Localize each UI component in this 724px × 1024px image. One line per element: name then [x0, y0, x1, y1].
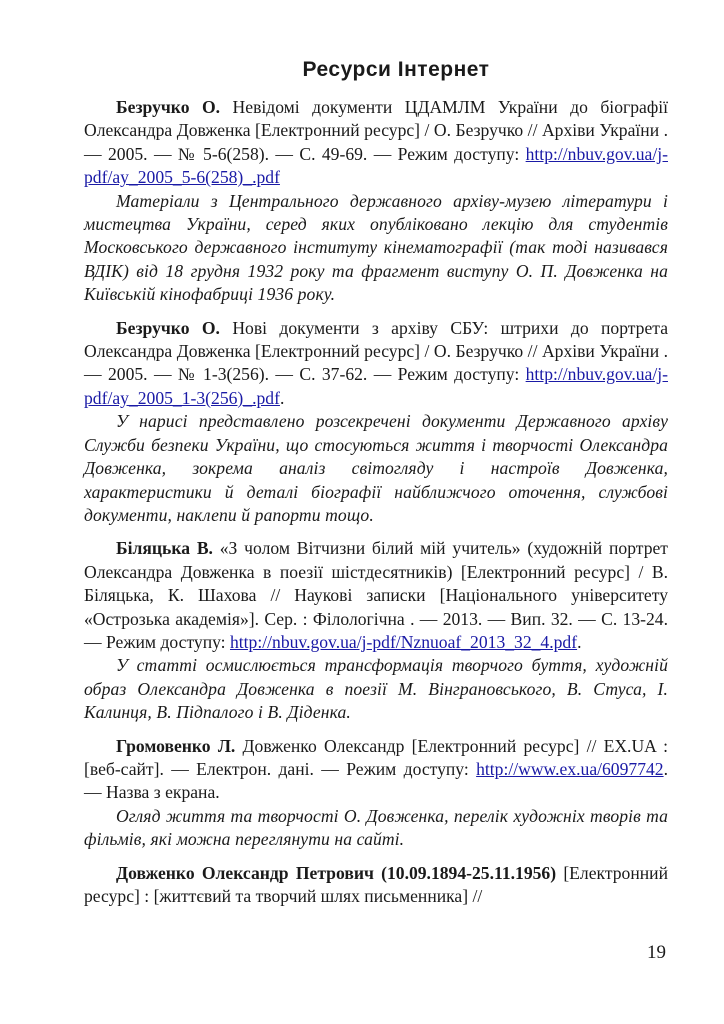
- annotation: Матеріали з Центрального державного архіву-музею літератури і мистецтва України, серед яких опубліковано лекцію для студентів Московського державного інституту кінематографії (так тоді називався ВДІК) від 18 грудня 1932 року та фрагмент виступу О. П. Довженка на Київській кінофабриці 1936 року.: [84, 190, 668, 305]
- citation: [84, 735, 668, 805]
- author-name: Біляцька В.: [116, 538, 213, 559]
- citation: [84, 537, 668, 654]
- citation-text: «З чолом Вітчизни білий мій учитель» (художній портрет Олександра Довженка в поезії шістдесятників) [Електронний ресурс] / В. Біляцька, К. Шахова // Наукові записки [Національного університету «Острозька академія»]. Сер. : Філологічна . — 2013. — Вип. 32. — С. 13-24. — Режим доступу:: [84, 538, 668, 652]
- citation-text: [Електронний ресурс] : [життєвий та творчий шлях письменника] //: [84, 862, 668, 906]
- annotation: У статті осмислюється трансформація творчого буття, художній образ Олександра Довженка в поезії М. Вінграновського, В. Стуса, І. Калинця, В. Підпалого і В. Діденка.: [84, 655, 668, 723]
- resource-link[interactable]: http://nbuv.gov.ua/j-pdf/Nznuoaf_2013_32_4.pdf: [229, 631, 578, 652]
- annotation: У нарисі представлено розсекречені документи Державного архіву Служби безпеки України, що стосуються життя і творчості Олександра Довженка, зокрема аналіз світогляду і настроїв Довженка, характеристики й деталі біографії найближчого оточення, службові документи, наклепи й рапорти тощо.: [84, 411, 668, 525]
- document-page: [84, 58, 668, 918]
- citation-tail: . — Назва з екрана.: [84, 758, 668, 803]
- resource-link[interactable]: http://www.ex.ua/6097742: [476, 758, 664, 779]
- resource-link[interactable]: http://nbuv.gov.ua/j-pdf/ay_2005_5-6(258)_.pdf: [84, 143, 668, 188]
- annotation: Огляд життя та творчості О. Довженка, перелік художніх творів та фільмів, які можна переглянути на сайті.: [84, 805, 668, 850]
- citation-text: Невідомі документи ЦДАМЛМ України до біографії Олександра Довженка [Електронний ресурс] / О. Безручко // Архіви України . — 2005. — № 5-6(258). — С. 49-69. — Режим доступу:: [84, 97, 668, 164]
- bibliography-entry-1: [84, 96, 668, 307]
- citation-tail: .: [577, 631, 582, 652]
- citation: [84, 96, 668, 190]
- bibliography-entry-2: [84, 317, 668, 528]
- resource-link[interactable]: http://nbuv.gov.ua/j-pdf/ay_2005_1-3(256)_.pdf: [84, 364, 668, 408]
- author-name: Безручко О.: [116, 317, 220, 338]
- page-title: Ресурси Інтернет: [302, 58, 490, 81]
- bibliography-entry-4: [84, 735, 668, 852]
- citation-text: Нові документи з архіву СБУ: штрихи до портрета Олександра Довженка [Електронний ресурс] / О. Безручко // Архіви України . — 2005. — № 1-3(256). — С. 37-62. — Режим доступу:: [84, 317, 669, 385]
- bibliography-entry-5: [84, 862, 668, 909]
- author-name: Безручко О.: [116, 97, 221, 117]
- citation-text: Довженко Олександр [Електронний ресурс] // EX.UA : [веб-сайт]. — Електрон. дані. — Режим доступу:: [84, 735, 668, 779]
- bibliography-entry-3: [84, 537, 668, 724]
- page-number: 19: [647, 942, 666, 963]
- author-name: Довженко Олександр Петрович (10.09.1894-25.11.1956): [116, 862, 557, 883]
- citation: [84, 862, 668, 909]
- citation-tail: .: [279, 387, 285, 408]
- citation: [84, 317, 668, 411]
- author-name: Громовенко Л.: [116, 735, 236, 756]
